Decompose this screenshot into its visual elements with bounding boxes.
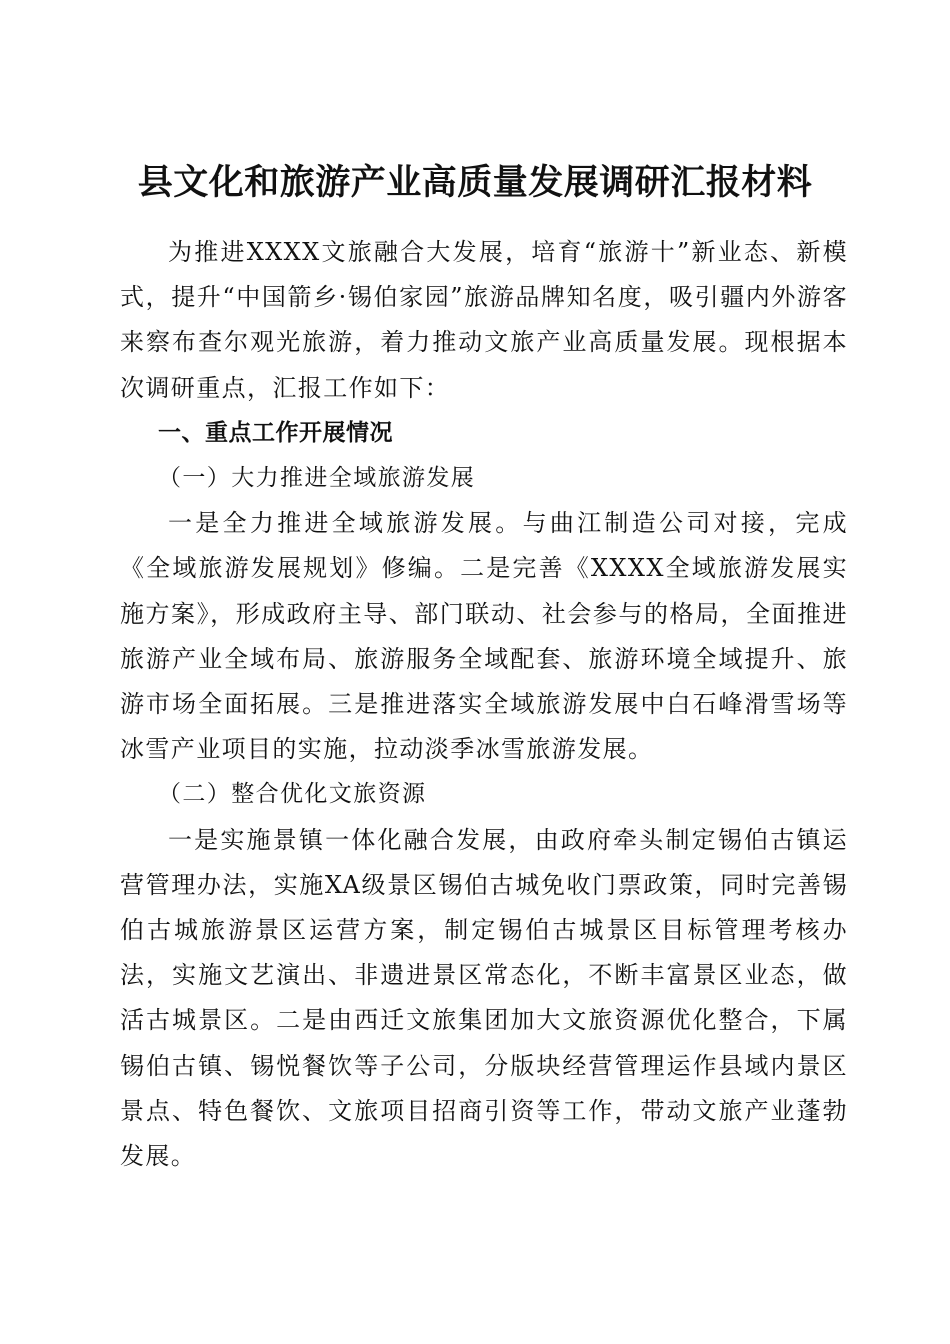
section-heading-key-work: 一、重点工作开展情况 <box>158 419 393 446</box>
intro-paragraph: 为推进XXXX文旅融合大发展，培育“旅游十”新业态、新模式，提升“中国箭乡·锡伯家园”旅游品牌知名度，吸引疆内外游客来察布查尔观光旅游，着力推动文旅产业高质量发展。现根据本次调研重点，汇报工作如下： <box>120 238 848 402</box>
subsection-heading-all-region-tourism: （一）大力推进全域旅游发展 <box>158 465 476 492</box>
subsection-1-paragraph: 一是全力推进全域旅游发展。与曲江制造公司对接，完成《全域旅游发展规划》修编。二是完善《XXXX全域旅游发展实施方案》，形成政府主导、部门联动、社会参与的格局，全面推进旅游产业全域布局、旅游服务全域配套、旅游环境全域提升、旅游市场全面拓展。三是推进落实全域旅游发展中白石峰滑雪场等冰雪产业项目的实施，拉动淡季冰雪旅游发展。 <box>120 509 848 764</box>
document-body <box>120 230 848 1179</box>
subsection-2-paragraph: 一是实施景镇一体化融合发展，由政府牵头制定锡伯古镇运营管理办法，实施XA级景区锡伯古城免收门票政策，同时完善锡伯古城旅游景区运营方案，制定锡伯古城景区目标管理考核办法，实施文艺演出、非遗进景区常态化，不断丰富景区业态，做活古城景区。二是由西迁文旅集团加大文旅资源优化整合，下属锡伯古镇、锡悦餐饮等子公司，分版块经营管理运作县域内景区景点、特色餐饮、文旅项目招商引资等工作，带动文旅产业蓬勃发展。 <box>120 825 848 1171</box>
subsection-heading-resource-integration: （二）整合优化文旅资源 <box>158 781 427 808</box>
document-title: 县文化和旅游产业高质量发展调研汇报材料 <box>137 163 813 204</box>
